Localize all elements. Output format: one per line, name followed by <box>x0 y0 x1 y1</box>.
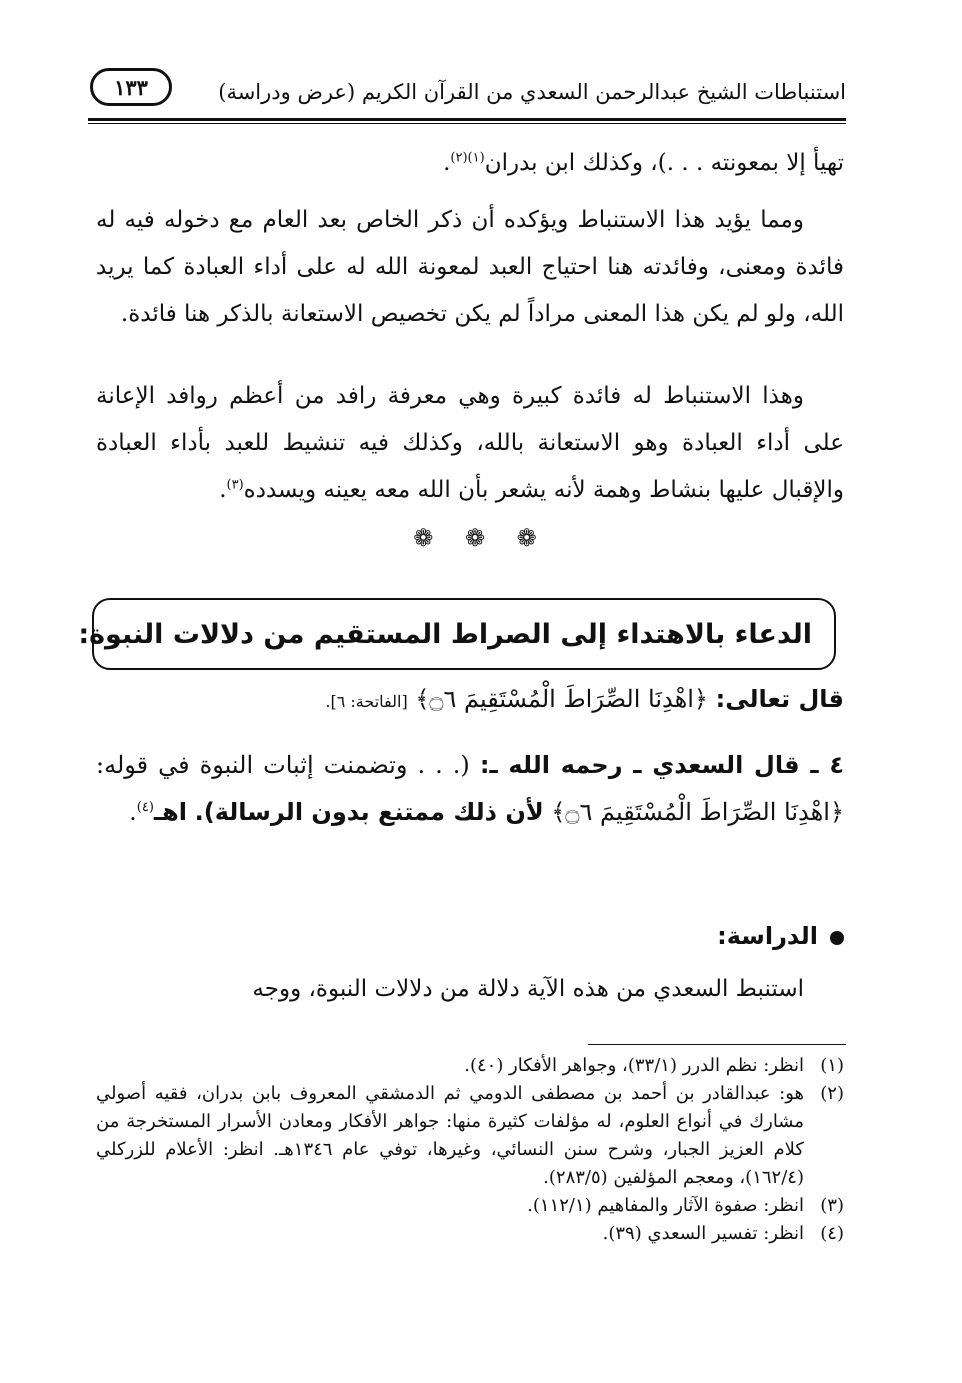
verse-line <box>325 685 844 713</box>
running-title: استنباطات الشيخ عبدالرحمن السعدي من القرآن الكريم (عرض ودراسة) <box>218 80 846 104</box>
quote-verse: ﴿اهْدِنَا الصِّرَاطَ الْمُسْتَقِيمَ ۝٦﴾ <box>551 798 844 826</box>
study-line: استنبط السعدي من هذه الآية دلالة من دلالات النبوة، ووجه <box>252 976 804 1002</box>
footnote-item <box>96 1192 844 1220</box>
line-end: . <box>443 150 451 176</box>
footnote-text: انظر: صفوة الآثار والمفاهيم (١١٢/١). <box>527 1195 804 1216</box>
footnote-item <box>96 1052 844 1080</box>
footnote-rule <box>588 1044 846 1045</box>
quote-attribution: ٤ ـ قال السعدي ـ رحمه الله ـ: <box>479 751 844 779</box>
paragraph-benefit-end: . <box>219 477 227 503</box>
footnote-ref-1-2: (١)(٢) <box>450 150 485 166</box>
quote-ah: اهـ <box>153 798 187 826</box>
verse-text: ﴿اهْدِنَا الصِّرَاطَ الْمُسْتَقِيمَ ۝٦﴾ <box>415 685 708 713</box>
footnote-item <box>96 1220 844 1248</box>
footnote-text: انظر: تفسير السعدي (٣٩). <box>602 1223 804 1244</box>
study-heading-label: الدراسة: <box>717 922 818 950</box>
paragraph-benefit-text: وهذا الاستنباط له فائدة كبيرة وهي معرفة رافد من أعظم روافد الإعانة على أداء العبادة وهو الاستعانة بالله، وكذلك فيه تنشيط للعبد بأداء العبادة والإقبال عليها بنشاط وهمة لأنه يشعر بأن الله معه يعينه ويسدده <box>96 383 844 503</box>
section-title: الدعاء بالاهتداء إلى الصراط المستقيم من دلالات النبوة: <box>78 618 812 650</box>
footnote-text: هو: عبدالقادر بن أحمد بن مصطفى الدومي ثم الدمشقي المعروف بابن بدران، فقيه أصولي مشارك في أنواع العلوم، له مؤلفات كثيرة منها: جواهر الأفكار ومعادن الأسرار المستخرجة من كلام العزيز الجبار، وشرح سنن النسائي، وغيرها، توفي عام ١٣٤٦هـ. انظر: الأعلام للزركلي (١٦٢/٤)، ومعجم المؤلفين (٢٨٣/٥). <box>96 1083 804 1188</box>
footnote-ref-4: (٤) <box>136 800 154 815</box>
footnote-number: (٤) <box>820 1223 844 1244</box>
paragraph-benefit <box>96 373 844 514</box>
footnote-ref-3: (٣) <box>226 477 244 493</box>
header-rule <box>88 118 846 121</box>
header-rule-thin <box>88 123 846 124</box>
quote-conclusion: لأن ذلك ممتنع بدون الرسالة). <box>194 798 544 826</box>
footnote-number: (٢) <box>820 1083 844 1104</box>
footnote-text: انظر: نظم الدرر (٣٣/١)، وجواهر الأفكار (٤٠). <box>464 1055 804 1076</box>
footnote-item <box>96 1080 844 1192</box>
quote-text: (. . . وتضمنت إثبات النبوة في قوله: <box>96 751 470 779</box>
paragraph-support: ومما يؤيد هذا الاستنباط ويؤكده أن ذكر الخاص بعد العام مع دخوله فيه له فائدة ومعنى، وفائدته هنا احتياج العبد لمعونة الله له على أداء العبادة كما يريد الله، ولو لم يكن هذا المعنى مراداً لم يكن تخصيص الاستعانة بالذكر هنا فائدة. <box>96 207 844 327</box>
section-title-box <box>78 598 836 670</box>
page-header <box>88 62 846 116</box>
footnotes <box>96 1052 844 1248</box>
continued-line-text: تهيأ إلا بمعونته . . .)، وكذلك ابن بدران <box>484 150 844 176</box>
quote-end: . <box>129 798 137 826</box>
bullet-icon <box>830 931 844 945</box>
quote-paragraph <box>96 742 844 836</box>
study-heading <box>717 922 844 950</box>
footnote-number: (٣) <box>820 1195 844 1216</box>
continued-line <box>96 140 844 187</box>
verse-intro: قال تعالى: <box>715 685 844 713</box>
verse-reference: [الفاتحة: ٦]. <box>325 692 408 711</box>
footnote-number: (١) <box>820 1055 844 1076</box>
section-separator: ❁ ❁ ❁ <box>413 524 549 552</box>
page-number-badge: ١٣٣ <box>90 68 172 106</box>
